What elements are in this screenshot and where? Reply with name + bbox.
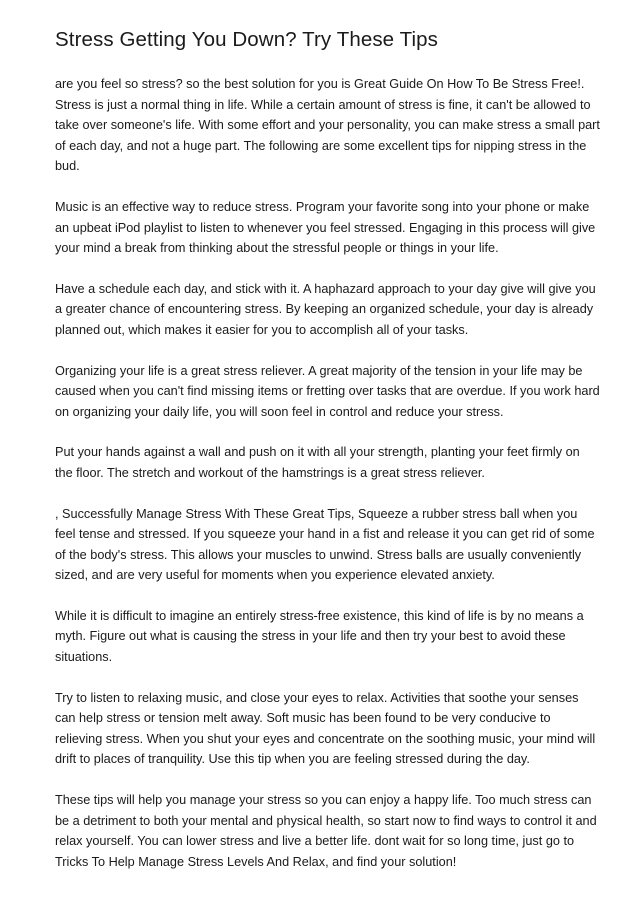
paragraph-schedule: Have a schedule each day, and stick with it. A haphazard approach to your day give will give you a greater chance of encountering stress. By keeping an organized schedule, your day is already planned out, which makes it easier for you to accomplish all of your tasks.	[55, 281, 596, 337]
paragraph-stress-ball: , Successfully Manage Stress With These Great Tips, Squeeze a rubber stress ball when you feel tense and stressed. If you squeeze your hand in a fist and release it you can get rid of some of the body's stress. This allows your muscles to unwind. Stress balls are usually conveniently sized, and are very useful for moments when you experience elevated anxiety.	[55, 506, 595, 583]
paragraph-relaxing-music: Try to listen to relaxing music, and close your eyes to relax. Activities that soothe your senses can help stress or tension melt away. Soft music has been found to be very conducive to relieving stress. When you shut your eyes and concentrate on the soothing music, your mind will drift to places of tranquility. Use this tip when you are feeling stressed during the day.	[55, 690, 596, 767]
paragraph-wall-push: Put your hands against a wall and push on it with all your strength, planting your feet firmly on the floor. The stretch and workout of the hamstrings is a great stress reliever.	[55, 445, 580, 480]
document-title: Stress Getting You Down? Try These Tips	[55, 28, 438, 51]
paragraph-intro: are you feel so stress? so the best solution for you is Great Guide On How To Be Stress Free!. Stress is just a normal thing in life. While a certain amount of stress is fine, it can't be allowed to take over someone's life. With some effort and your personality, you can make stress a small part of each day, and not a huge part. The following are some excellent tips for nipping stress in the bud.	[55, 77, 600, 174]
document-body	[55, 74, 600, 872]
paragraph-stress-free: While it is difficult to imagine an entirely stress-free existence, this kind of life is by no means a myth. Figure out what is causing the stress in your life and then try your best to avoid these situations.	[55, 608, 584, 665]
paragraph-conclusion: These tips will help you manage your stress so you can enjoy a happy life. Too much stress can be a detriment to both your mental and physical health, so start now to find ways to control it and relax yourself. You can lower stress and live a better life. dont wait for so long time, just go to Tricks To Help Manage Stress Levels And Relax, and find your solution!	[55, 793, 597, 869]
document-page	[55, 0, 600, 872]
paragraph-organizing: Organizing your life is a great stress reliever. A great majority of the tension in your life may be caused when you can't find missing items or fretting over tasks that are overdue. If you work hard on organizing your daily life, you will soon feel in control and reduce your stress.	[55, 363, 600, 419]
paragraph-music: Music is an effective way to reduce stress. Program your favorite song into your phone or make an upbeat iPod playlist to listen to whenever you feel stressed. Engaging in this process will give your mind a break from thinking about the stressful people or things in your life.	[55, 199, 596, 256]
